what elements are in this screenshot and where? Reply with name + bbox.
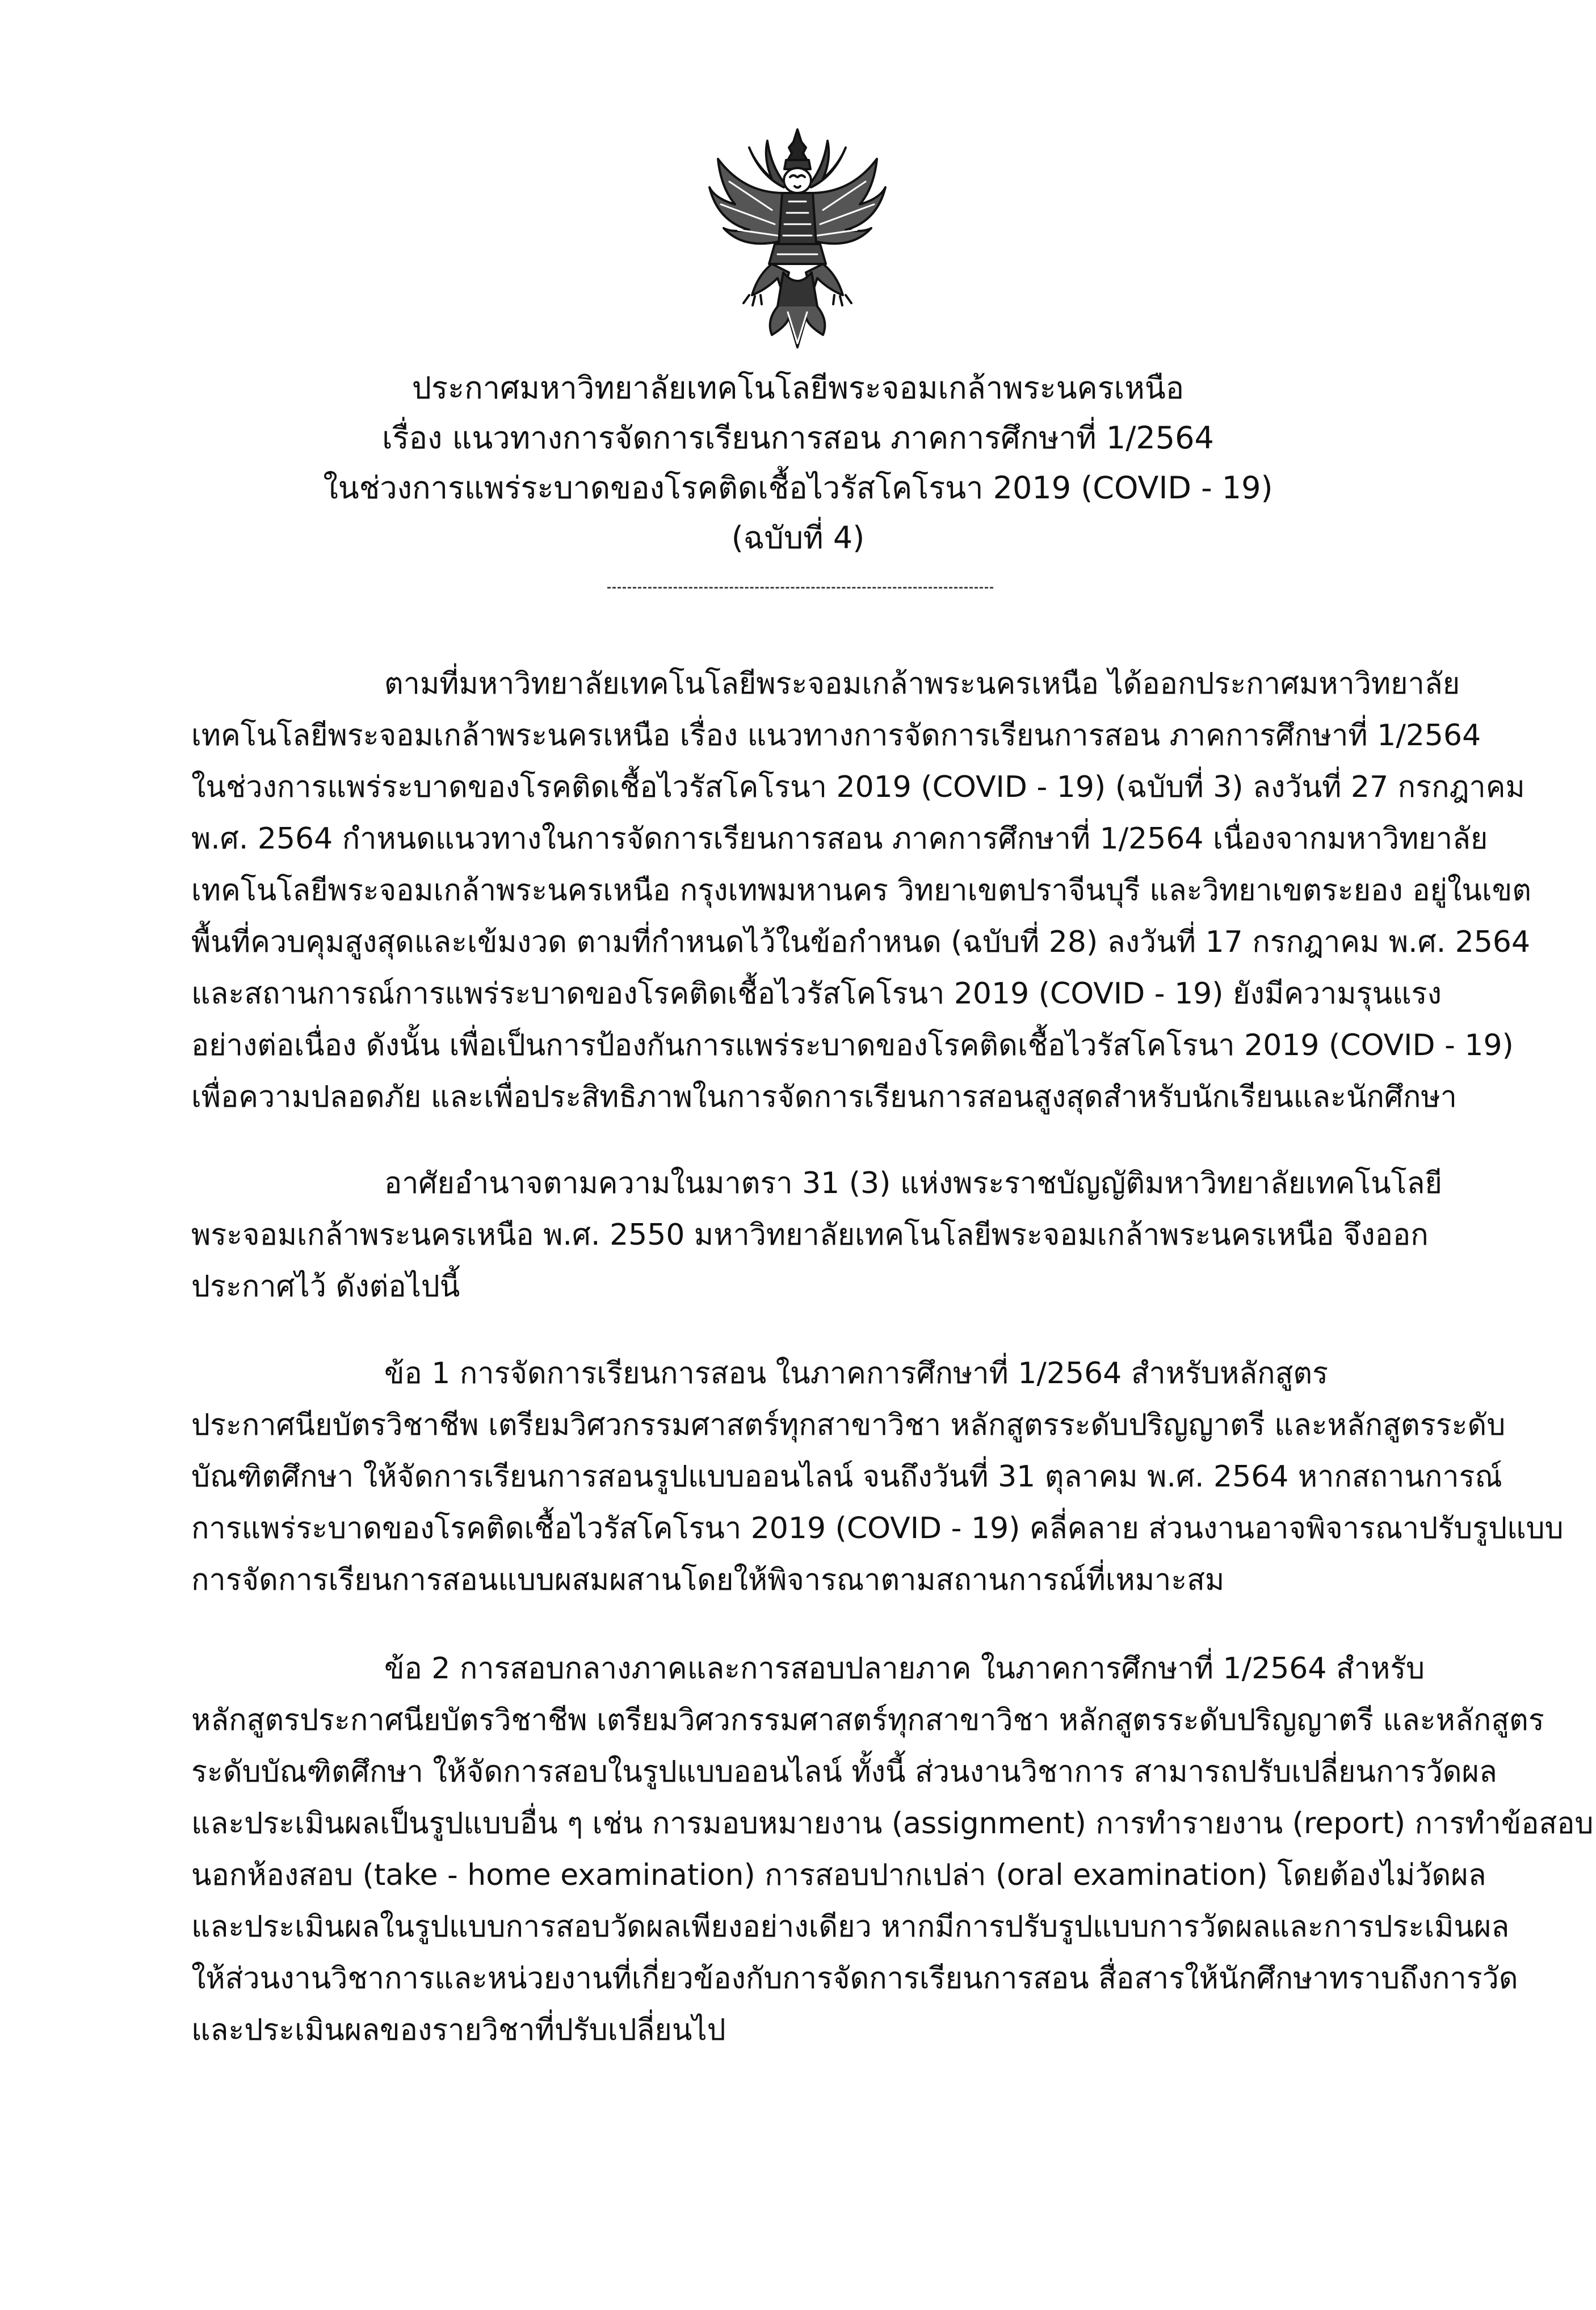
- paragraph-line: ตามที่มหาวิทยาลัยเทคโนโลยีพระจอมเกล้าพระนครเหนือ ได้ออกประกาศมหาวิทยาลัย: [384, 667, 1460, 701]
- paragraph-line: เทคโนโลยีพระจอมเกล้าพระนครเหนือ เรื่อง แนวทางการจัดการเรียนการสอน ภาคการศึกษาที่ 1/2564: [191, 719, 1481, 753]
- paragraph-line: นอกห้องสอบ (take - home examination) การสอบปากเปล่า (oral examination) โดยต้องไม่วัดผล: [191, 1858, 1486, 1892]
- paragraph-line: และประเมินผลในรูปแบบการสอบวัดผลเพียงอย่างเดียว หากมีการปรับรูปแบบการวัดผลและการประเมินผล: [191, 1910, 1510, 1944]
- paragraph-line: ในช่วงการแพร่ระบาดของโรคติดเชื้อไวรัสโคโรนา 2019 (COVID - 19) (ฉบับที่ 3) ลงวันที่ 27 กรกฎาคม: [191, 770, 1525, 804]
- heading-issuer: ประกาศมหาวิทยาลัยเทคโนโลยีพระจอมเกล้าพระนครเหนือ: [411, 370, 1185, 406]
- paragraph-clause-2: [191, 1643, 1594, 2056]
- heading-issue-number: (ฉบับที่ 4): [731, 520, 865, 556]
- paragraph-line: ข้อ 1 การจัดการเรียนการสอน ในภาคการศึกษาที่ 1/2564 สำหรับหลักสูตร: [384, 1356, 1329, 1391]
- heading-divider: [607, 587, 993, 589]
- paragraph-clause-1: [191, 1348, 1564, 1606]
- paragraph-line: ประกาศนียบัตรวิชาชีพ เตรียมวิศวกรรมศาสตร์ทุกสาขาวิชา หลักสูตรระดับปริญญาตรี และหลักสูตรระดับ: [191, 1408, 1506, 1442]
- paragraph-line: และประเมินผลของรายวิชาที่ปรับเปลี่ยนไป: [191, 2013, 726, 2047]
- paragraph-line: ระดับบัณฑิตศึกษา ให้จัดการสอบในรูปแบบออนไลน์ ทั้งนี้ ส่วนงานวิชาการ สามารถปรับเปลี่ยนการวัดผล: [191, 1755, 1497, 1789]
- garuda-emblem-icon: [704, 125, 891, 352]
- paragraph-line: ประกาศไว้ ดังต่อไปนี้: [191, 1270, 460, 1304]
- paragraph-line: อย่างต่อเนื่อง ดังนั้น เพื่อเป็นการป้องกันการแพร่ระบาดของโรคติดเชื้อไวรัสโคโรนา 2019 (COVID - 19): [191, 1028, 1514, 1062]
- paragraph-line: บัณฑิตศึกษา ให้จัดการเรียนการสอนรูปแบบออนไลน์ จนถึงวันที่ 31 ตุลาคม พ.ศ. 2564 หากสถานการณ์: [191, 1460, 1502, 1494]
- heading-subject: เรื่อง แนวทางการจัดการเรียนการสอน ภาคการศึกษาที่ 1/2564: [382, 420, 1214, 456]
- paragraph-line: พระจอมเกล้าพระนครเหนือ พ.ศ. 2550 มหาวิทยาลัยเทคโนโลยีพระจอมเกล้าพระนครเหนือ จึงออก: [191, 1218, 1429, 1252]
- paragraph-line: อาศัยอำนาจตามความในมาตรา 31 (3) แห่งพระราชบัญญัติมหาวิทยาลัยเทคโนโลยี: [384, 1166, 1442, 1200]
- paragraph-line: เพื่อความปลอดภัย และเพื่อประสิทธิภาพในการจัดการเรียนการสอนสูงสุดสำหรับนักเรียนและนักศึกษา: [191, 1080, 1457, 1114]
- paragraph-line: การแพร่ระบาดของโรคติดเชื้อไวรัสโคโรนา 2019 (COVID - 19) คลี่คลาย ส่วนงานอาจพิจารณาปรับรูปแบบ: [191, 1511, 1564, 1545]
- paragraph-line: ให้ส่วนงานวิชาการและหน่วยงานที่เกี่ยวข้องกับการจัดการเรียนการสอน สื่อสารให้นักศึกษาทราบถึงการวัด: [191, 1962, 1518, 1996]
- paragraph-line: และประเมินผลเป็นรูปแบบอื่น ๆ เช่น การมอบหมายงาน (assignment) การทำรายงาน (report) การทำข้อสอบ: [191, 1807, 1594, 1841]
- paragraph-line: หลักสูตรประกาศนียบัตรวิชาชีพ เตรียมวิศวกรรมศาสตร์ทุกสาขาวิชา หลักสูตรระดับปริญญาตรี และหลักสูตร: [191, 1703, 1544, 1737]
- paragraph-line: พื้นที่ควบคุมสูงสุดและเข้มงวด ตามที่กำหนดไว้ในข้อกำหนด (ฉบับที่ 28) ลงวันที่ 17 กรกฎาคม พ.ศ. 2564: [191, 925, 1531, 959]
- paragraph-background: [191, 658, 1532, 1123]
- announcement-heading: [227, 363, 1369, 563]
- paragraph-line: พ.ศ. 2564 กำหนดแนวทางในการจัดการเรียนการสอน ภาคการศึกษาที่ 1/2564 เนื่องจากมหาวิทยาลัย: [191, 822, 1488, 856]
- heading-context: ในช่วงการแพร่ระบาดของโรคติดเชื้อไวรัสโคโรนา 2019 (COVID - 19): [323, 470, 1273, 506]
- paragraph-line: ข้อ 2 การสอบกลางภาคและการสอบปลายภาค ในภาคการศึกษาที่ 1/2564 สำหรับ: [384, 1652, 1425, 1686]
- paragraph-line: เทคโนโลยีพระจอมเกล้าพระนครเหนือ กรุงเทพมหานคร วิทยาเขตปราจีนบุรี และวิทยาเขตระยอง อยู่ในเขต: [191, 873, 1532, 908]
- paragraph-authority: [191, 1158, 1442, 1313]
- paragraph-line: การจัดการเรียนการสอนแบบผสมผสานโดยให้พิจารณาตามสถานการณ์ที่เหมาะสม: [191, 1563, 1225, 1597]
- paragraph-line: และสถานการณ์การแพร่ระบาดของโรคติดเชื้อไวรัสโคโรนา 2019 (COVID - 19) ยังมีความรุนแรง: [191, 977, 1442, 1011]
